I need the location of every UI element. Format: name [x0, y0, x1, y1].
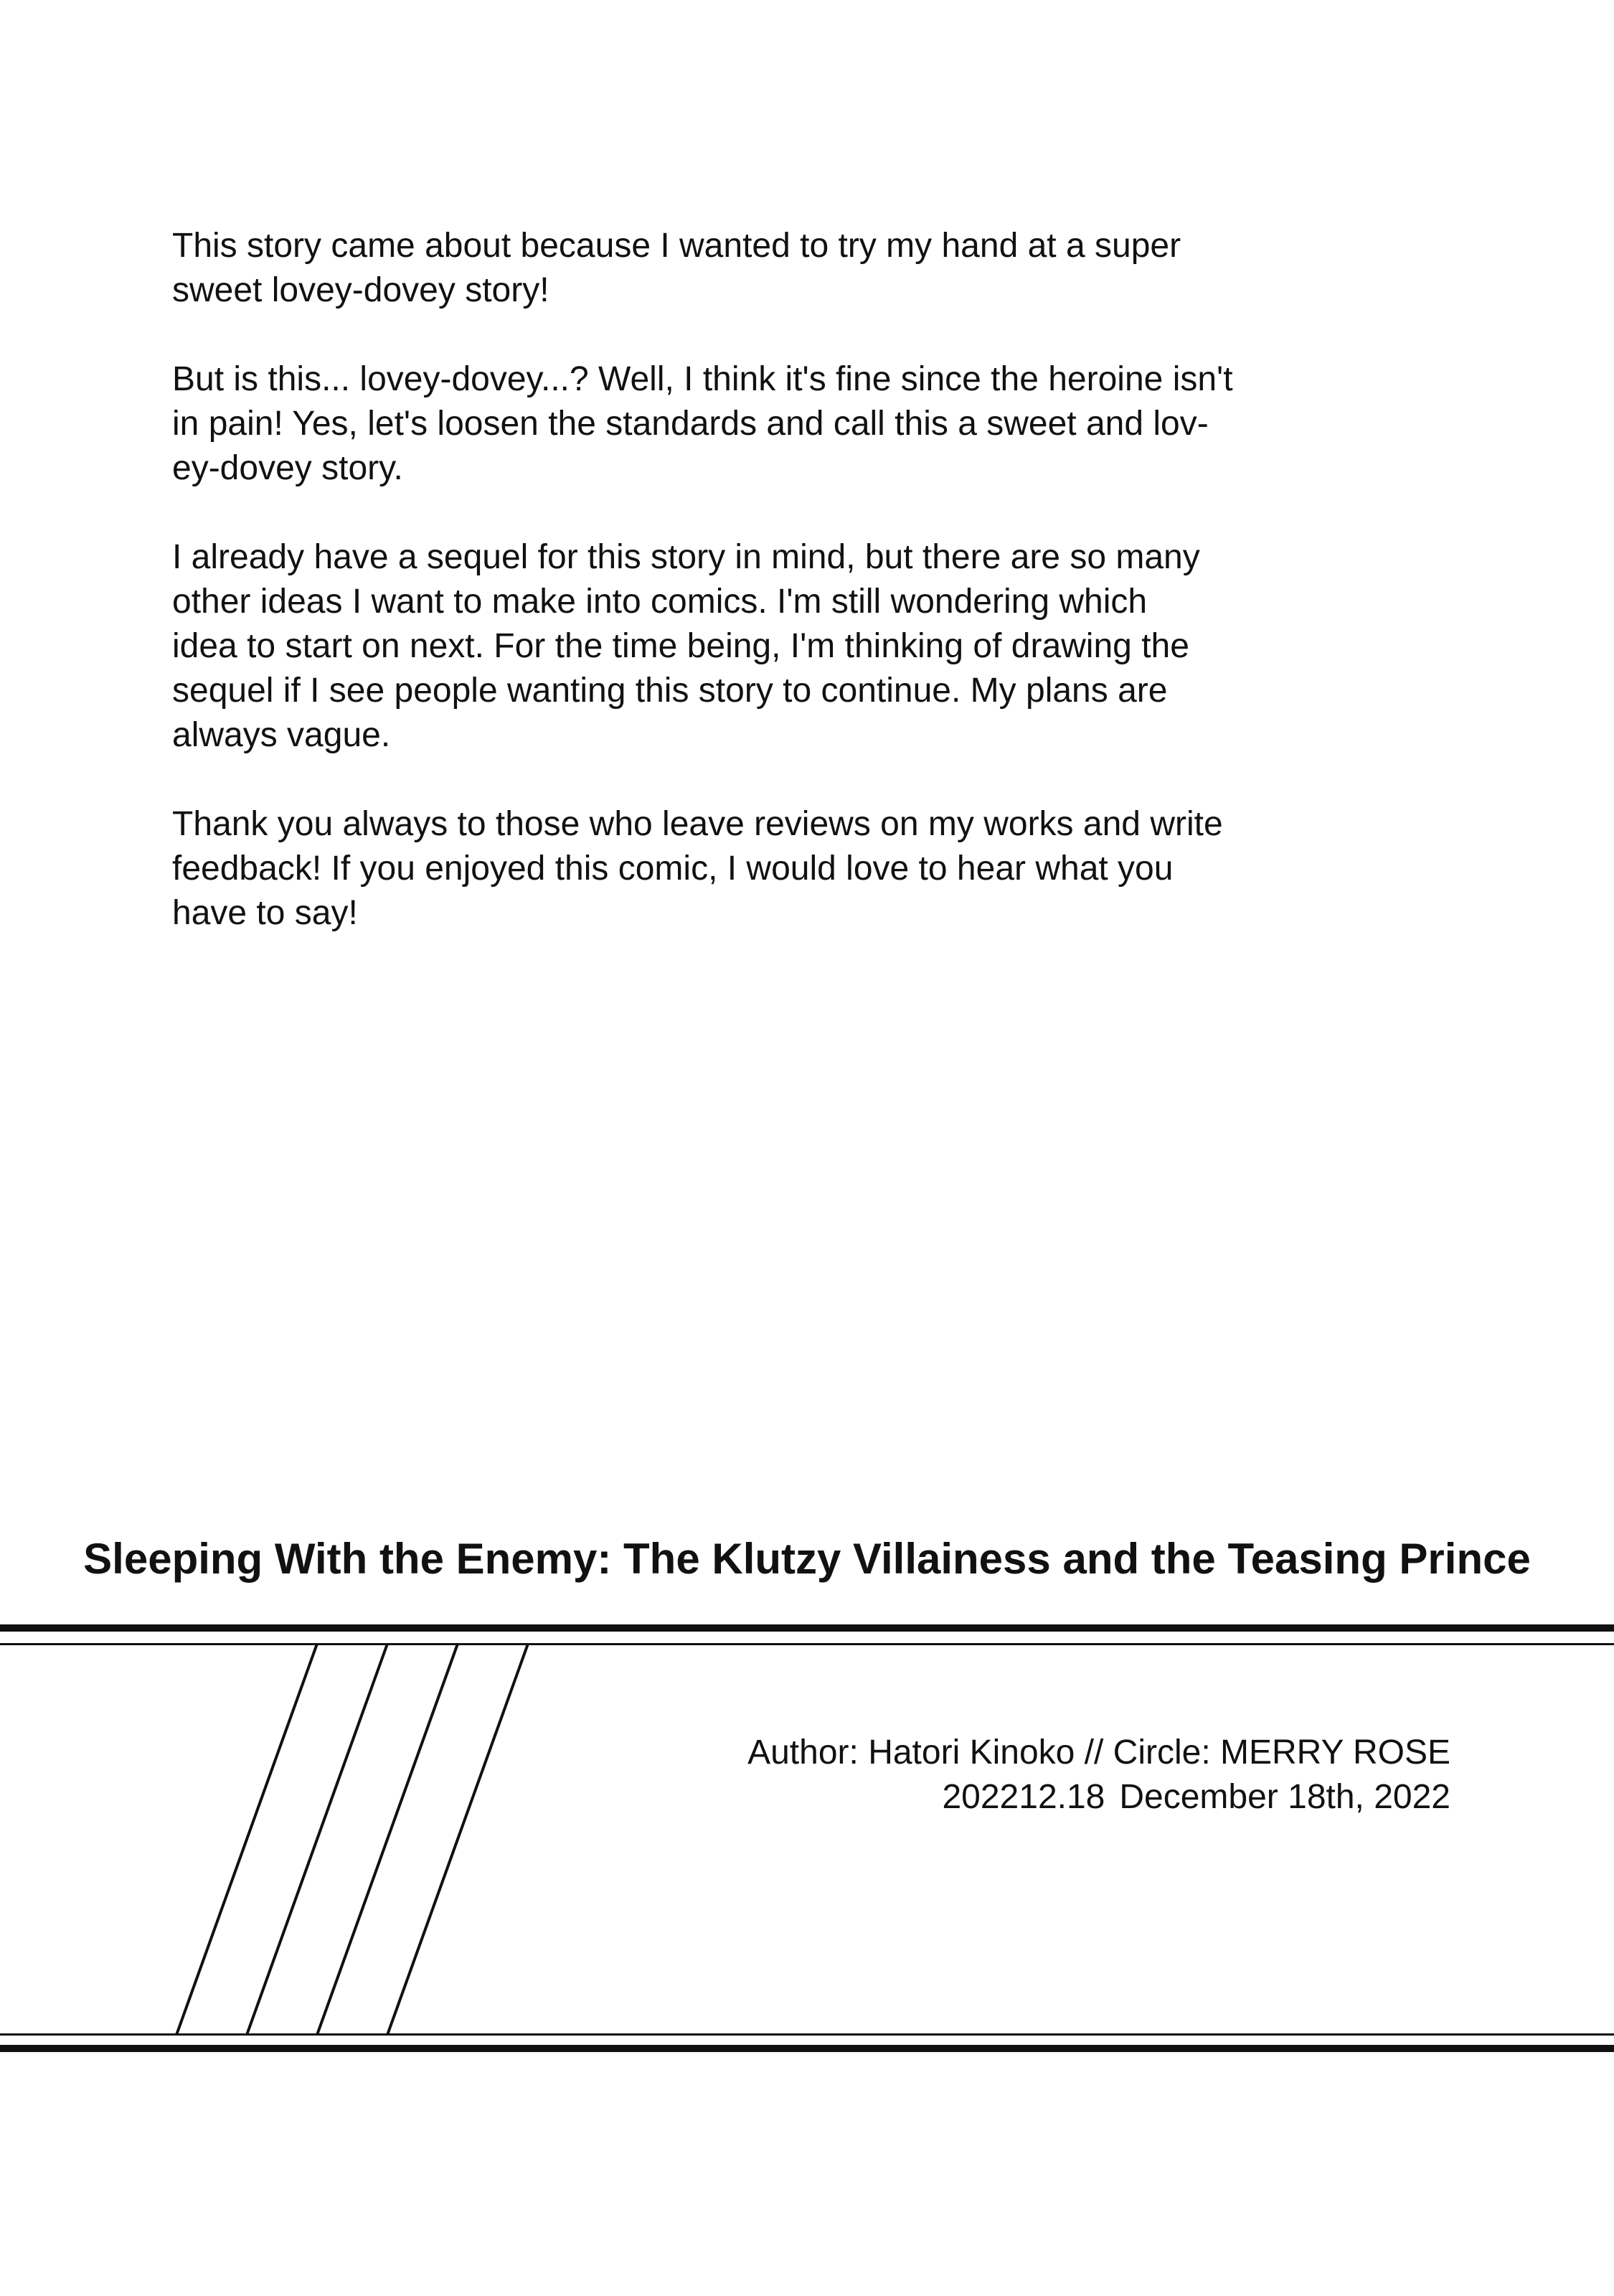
date-line: [747, 1775, 1450, 1820]
diagonal-stripe: [247, 1644, 387, 2035]
diagonal-stripe: [317, 1644, 458, 2035]
afterword-paragraph: This story came about because I wanted to try my hand at a super sweet lovey-dovey story!: [172, 227, 1181, 309]
afterword-paragraph: But is this... lovey-dovey...? Well, I think it's fine since the heroine isn't in pain! Yes, let's loosen the standards and call this a sweet and lov- ey-dovey story.: [172, 360, 1233, 487]
diagonal-stripe: [387, 1644, 528, 2035]
date-numeric: 202212.18: [942, 1778, 1105, 1816]
book-title: Sleeping With the Enemy: The Klutzy Villainess and the Teasing Prince: [83, 1535, 1531, 1583]
divider-thick-bottom: [0, 2045, 1614, 2052]
afterword-paragraph: I already have a sequel for this story in mind, but there are so many other ideas I want to make into comics. I'm still wondering which idea to start on next. For the time being, I'm thinking of drawing the sequel if I see people wanting this story to continue. My plans are always vague.: [172, 538, 1200, 754]
colophon-credits: [747, 1731, 1450, 1820]
author-circle-line: Author: Hatori Kinoko // Circle: MERRY ROSE: [747, 1733, 1450, 1772]
date-text: December 18th, 2022: [1119, 1778, 1450, 1816]
divider-thin-bottom: [0, 2033, 1614, 2036]
afterword-paragraph: Thank you always to those who leave reviews on my works and write feedback! If you enjoyed this comic, I would love to hear what you have to say!: [172, 805, 1223, 932]
diagonal-stripe: [176, 1644, 317, 2035]
